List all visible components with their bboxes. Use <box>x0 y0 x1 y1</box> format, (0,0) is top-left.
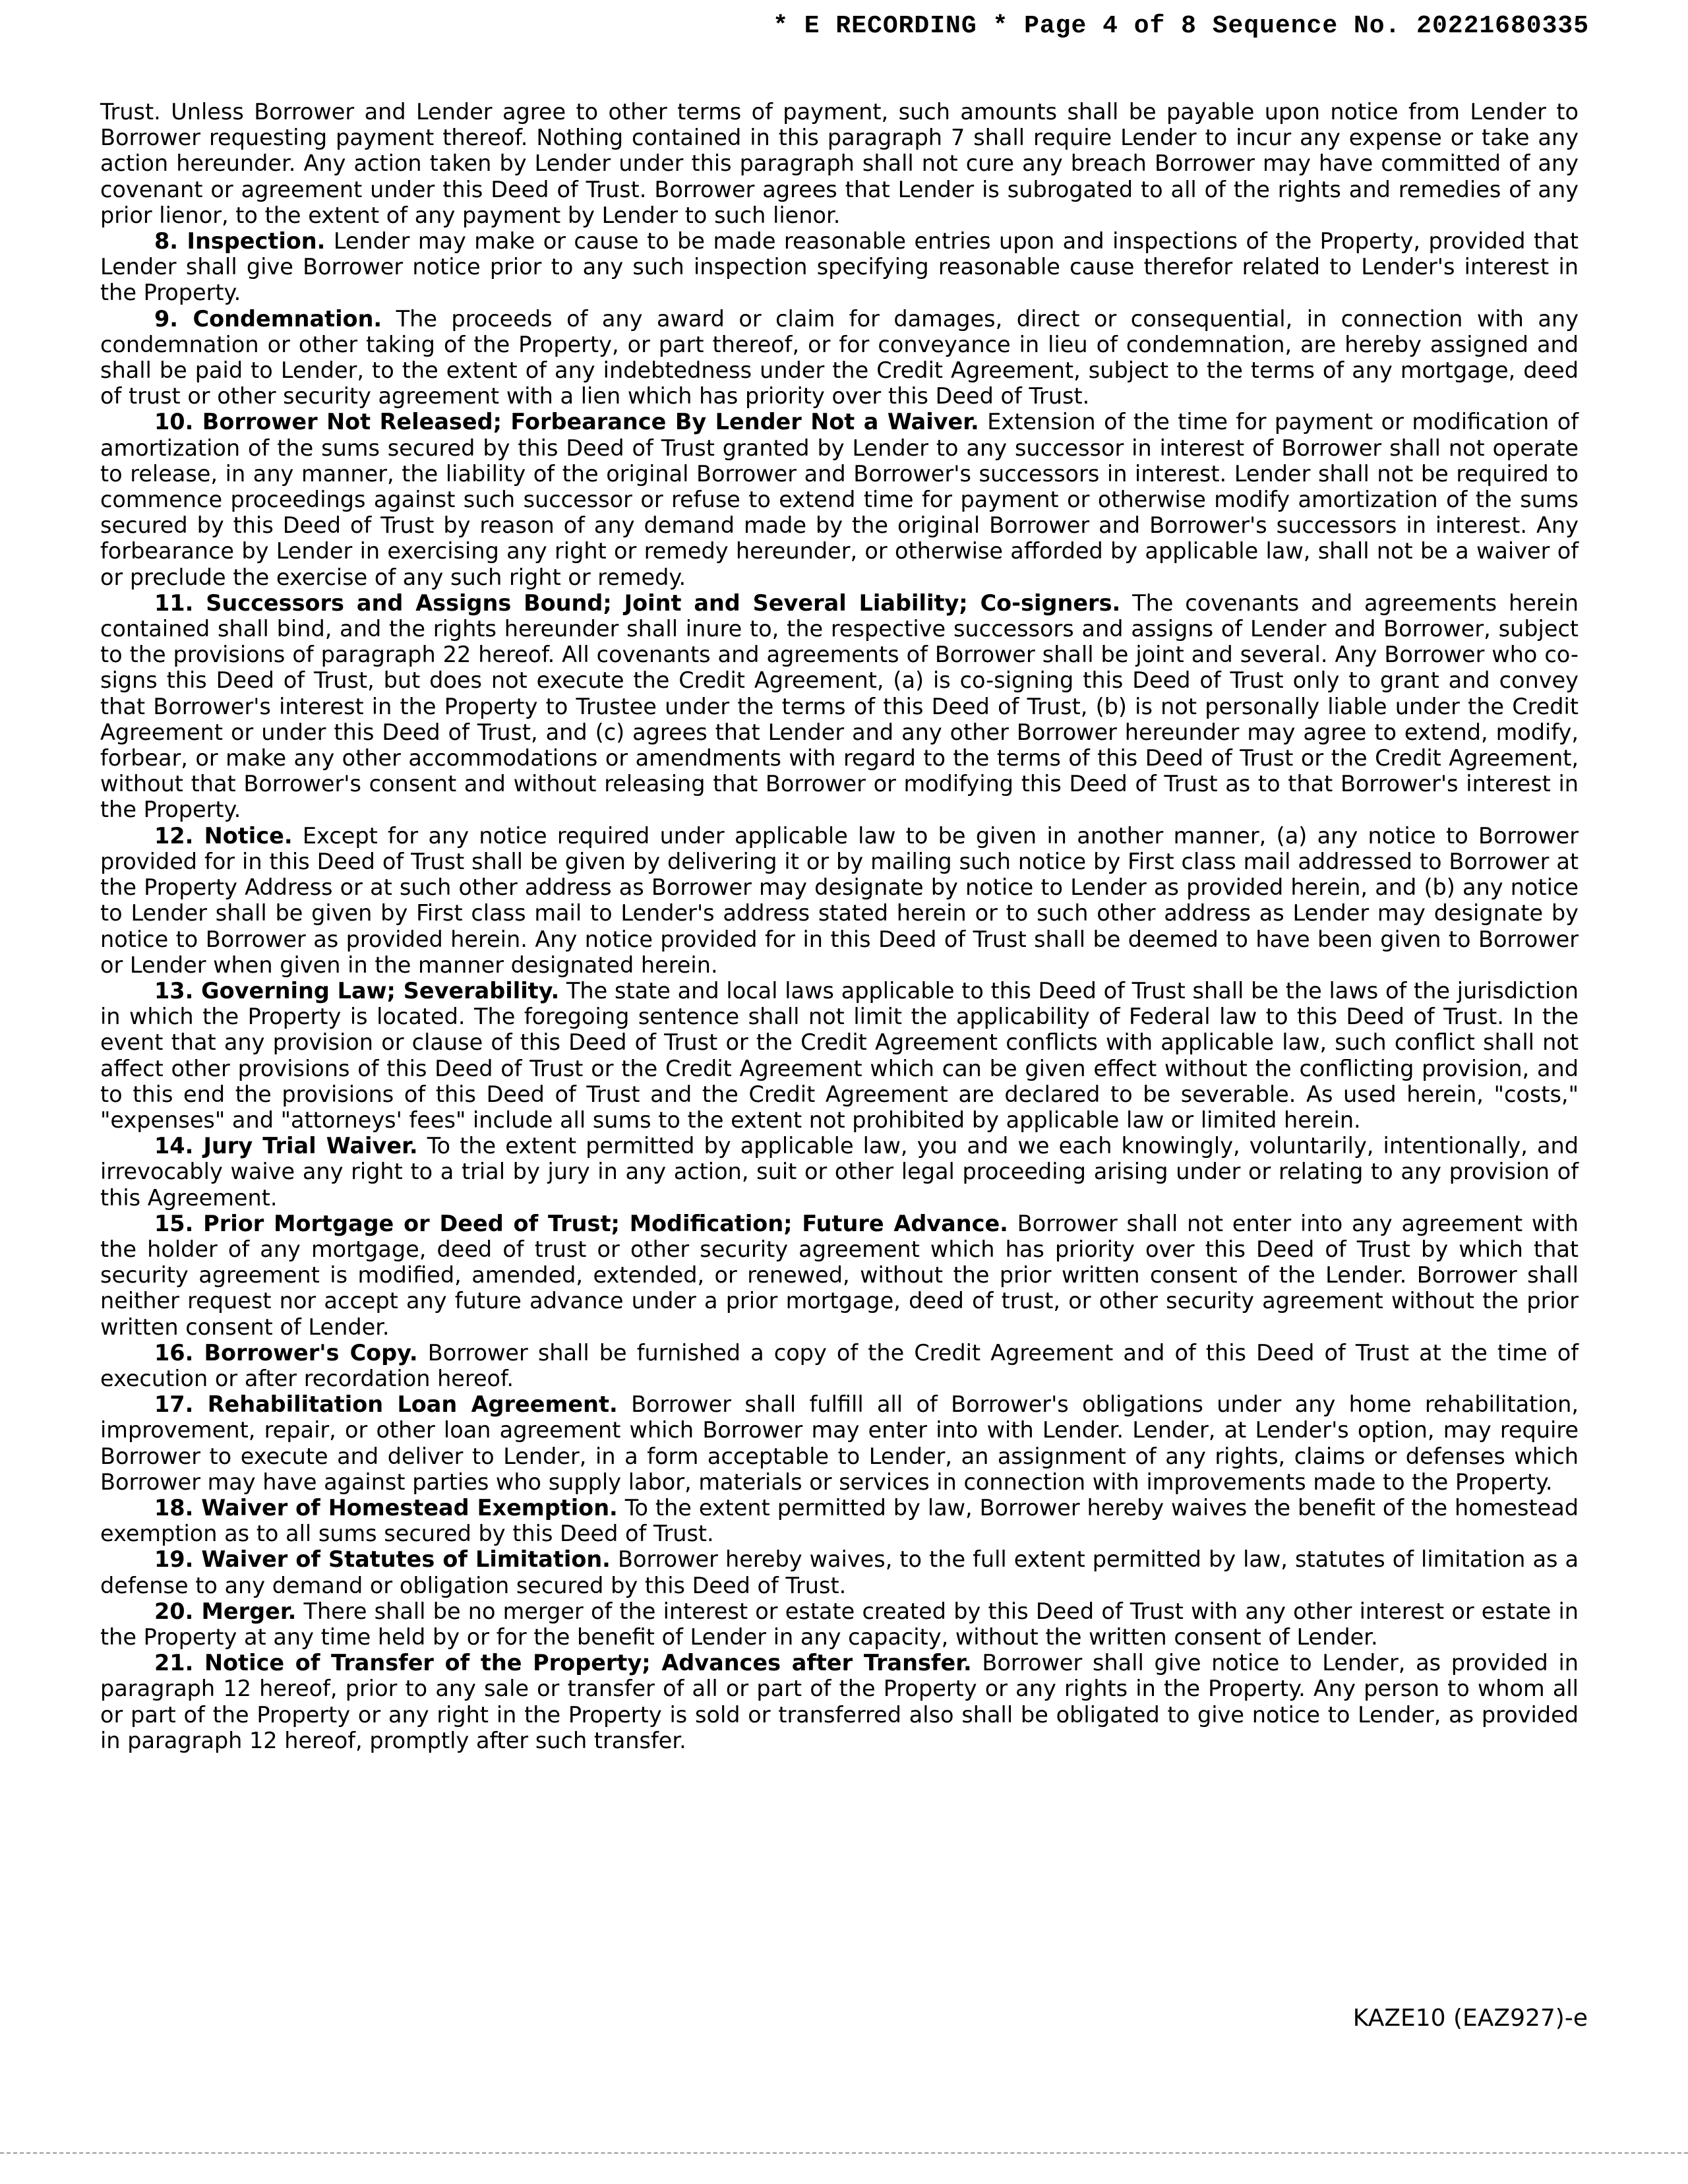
paragraph-title: 19. Waiver of Statutes of Limitation. <box>154 1546 611 1573</box>
paragraph-text: To the extent permitted by law, Borrower hereby waives the benefit of the homestead exemption as to all sums secured by this Deed of Trust. <box>100 1494 1579 1547</box>
paragraph-19 <box>100 1546 1579 1598</box>
paragraph-title: 12. Notice. <box>154 822 293 849</box>
paragraph-9 <box>100 306 1579 410</box>
paragraph-12 <box>100 823 1579 978</box>
paragraph-title: 17. Rehabilitation Loan Agreement. <box>154 1391 618 1418</box>
recording-header: * E RECORDING * Page 4 of 8 Sequence No. 20221680335 <box>773 12 1589 40</box>
paragraph-title: 14. Jury Trial Waiver. <box>154 1133 418 1159</box>
form-code: KAZE10 (EAZ927)-e <box>1352 2005 1588 2032</box>
paragraph-text: To the extent permitted by applicable law, you and we each knowingly, voluntarily, intentionally, and irrevocably waive any right to a trial by jury in any action, suit or other legal proceeding arising under or relating to any provision of this Agreement. <box>100 1133 1579 1211</box>
paragraph-title: 13. Governing Law; Severability. <box>154 977 560 1004</box>
paragraph-title: 16. Borrower's Copy. <box>154 1339 418 1366</box>
paragraph-text: Borrower hereby waives, to the full extent permitted by law, statutes of limitation as a defense to any demand or obligation secured by this Deed of Trust. <box>100 1546 1579 1598</box>
paragraph-16 <box>100 1340 1579 1391</box>
paragraph-17 <box>100 1391 1579 1495</box>
paragraph-text: Borrower shall give notice to Lender, as provided in paragraph 12 hereof, prior to any sale or transfer of all or part of the Property or any rights in the Property. Any person to whom all or part of the Property or any right in the Property is sold or transferred also shall be obligated to give notice to Lender, as provided in paragraph 12 hereof, promptly after such transfer. <box>100 1650 1579 1753</box>
paragraph-title: 9. Condemnation. <box>154 305 382 332</box>
paragraph-title: 11. Successors and Assigns Bound; Joint and Several Liability; Co-signers. <box>154 590 1121 616</box>
paragraph-21 <box>100 1650 1579 1753</box>
paragraph-text: Extension of the time for payment or modification of amortization of the sums secured by this Deed of Trust granted by Lender to any successor in interest of Borrower shall not operate to release, in any manner, the liability of the original Borrower and Borrower's successors in interest. Lender shall not be required to commence proceedings against such successor or refuse to extend time for payment or otherwise modify amortization of the sums secured by this Deed of Trust by reason of any demand made by the original Borrower and Borrower's successors in interest. Any forbearance by Lender in exercising any right or remedy hereunder, or otherwise afforded by applicable law, shall not be a waiver of or preclude the exercise of any such right or remedy. <box>100 409 1579 590</box>
paragraph-title: 21. Notice of Transfer of the Property; Advances after Transfer. <box>154 1650 972 1676</box>
paragraph-text: Borrower shall be furnished a copy of the Credit Agreement and of this Deed of Trust at the time of execution or after recordation hereof. <box>100 1339 1579 1391</box>
paragraph-14 <box>100 1133 1579 1211</box>
paragraph-text: The state and local laws applicable to this Deed of Trust shall be the laws of the jurisdiction in which the Property is located. The foregoing sentence shall not limit the applicability of Federal law to this Deed of Trust. In the event that any provision or clause of this Deed of Trust or the Credit Agreement conflicts with applicable law, such conflict shall not affect other provisions of this Deed of Trust or the Credit Agreement which can be given effect without the conflicting provision, and to this end the provisions of this Deed of Trust and the Credit Agreement are declared to be severable. As used herein, "costs," "expenses" and "attorneys' fees" include all sums to the extent not prohibited by applicable law or limited herein. <box>100 977 1579 1133</box>
paragraph-text: Borrower shall fulfill all of Borrower's obligations under any home rehabilitation, improvement, repair, or other loan agreement which Borrower may enter into with Lender. Lender, at Lender's option, may require Borrower to execute and deliver to Lender, in a form acceptable to Lender, an assignment of any rights, claims or defenses which Borrower may have against parties who supply labor, materials or services in connection with improvements made to the Property. <box>100 1391 1579 1495</box>
paragraph-title: 20. Merger. <box>154 1598 297 1624</box>
scan-edge-divider <box>0 2152 1688 2154</box>
paragraph-8 <box>100 228 1579 306</box>
paragraph-text: Borrower shall not enter into any agreement with the holder of any mortgage, deed of trust or other security agreement which has priority over this Deed of Trust by which that security agreement is modified, amended, extended, or renewed, without the prior written consent of the Lender. Borrower shall neither request nor accept any future advance under a prior mortgage, deed of trust, or other security agreement without the prior written consent of Lender. <box>100 1210 1579 1340</box>
paragraph-text: The proceeds of any award or claim for damages, direct or consequential, in connection with any condemnation or other taking of the Property, or part thereof, or for conveyance in lieu of condemnation, are hereby assigned and shall be paid to Lender, to the extent of any indebtedness under the Credit Agreement, subject to the terms of any mortgage, deed of trust or other security agreement with a lien which has priority over this Deed of Trust. <box>100 305 1579 410</box>
paragraph-text: There shall be no merger of the interest or estate created by this Deed of Trust with any other interest or estate in the Property at any time held by or for the benefit of Lender in any capacity, without the written consent of Lender. <box>100 1598 1579 1650</box>
paragraph-10 <box>100 409 1579 590</box>
paragraph-title: 8. Inspection. <box>154 228 326 255</box>
paragraph-18 <box>100 1495 1579 1546</box>
paragraph-title: 18. Waiver of Homestead Exemption. <box>154 1494 618 1521</box>
paragraph-15 <box>100 1211 1579 1340</box>
paragraph-text: Except for any notice required under applicable law to be given in another manner, (a) any notice to Borrower provided for in this Deed of Trust shall be given by delivering it or by mailing such notice by First class mail addressed to Borrower at the Property Address or at such other address as Borrower may designate by notice to Lender as provided herein, and (b) any notice to Lender shall be given by First class mail to Lender's address stated herein or to such other address as Lender may designate by notice to Borrower as provided herein. Any notice provided for in this Deed of Trust shall be deemed to have been given to Borrower or Lender when given in the manner designated herein. <box>100 822 1579 978</box>
paragraph-20 <box>100 1598 1579 1650</box>
paragraph-text: Lender may make or cause to be made reasonable entries upon and inspections of the Property, provided that Lender shall give Borrower notice prior to any such inspection specifying reasonable cause therefor related to Lender's interest in the Property. <box>100 228 1579 306</box>
document-body <box>100 99 1579 1753</box>
continuation-text: Trust. Unless Borrower and Lender agree to other terms of payment, such amounts shall be payable upon notice from Lender to Borrower requesting payment thereof. Nothing contained in this paragraph 7 shall require Lender to incur any expense or take any action hereunder. Any action taken by Lender under this paragraph shall not cure any breach Borrower may have committed of any covenant or agreement under this Deed of Trust. Borrower agrees that Lender is subrogated to all of the rights and remedies of any prior lienor, to the extent of any payment by Lender to such lienor. <box>100 99 1579 228</box>
paragraph-title: 15. Prior Mortgage or Deed of Trust; Modification; Future Advance. <box>154 1210 1008 1236</box>
paragraph-title: 10. Borrower Not Released; Forbearance By Lender Not a Waiver. <box>154 409 979 435</box>
paragraph-13 <box>100 978 1579 1133</box>
paragraph-text: The covenants and agreements herein contained shall bind, and the rights hereunder shall inure to, the respective successors and assigns of Lender and Borrower, subject to the provisions of paragraph 22 hereof. All covenants and agreements of Borrower shall be joint and several. Any Borrower who co-signs this Deed of Trust, but does not execute the Credit Agreement, (a) is co-signing this Deed of Trust only to grant and convey that Borrower's interest in the Property to Trustee under the terms of this Deed of Trust, (b) is not personally liable under the Credit Agreement or under this Deed of Trust, and (c) agrees that Lender and any other Borrower hereunder may agree to extend, modify, forbear, or make any other accommodations or amendments with regard to the terms of this Deed of Trust or the Credit Agreement, without that Borrower's consent and without releasing that Borrower or modifying this Deed of Trust as to that Borrower's interest in the Property. <box>100 590 1579 823</box>
paragraph-11 <box>100 590 1579 823</box>
